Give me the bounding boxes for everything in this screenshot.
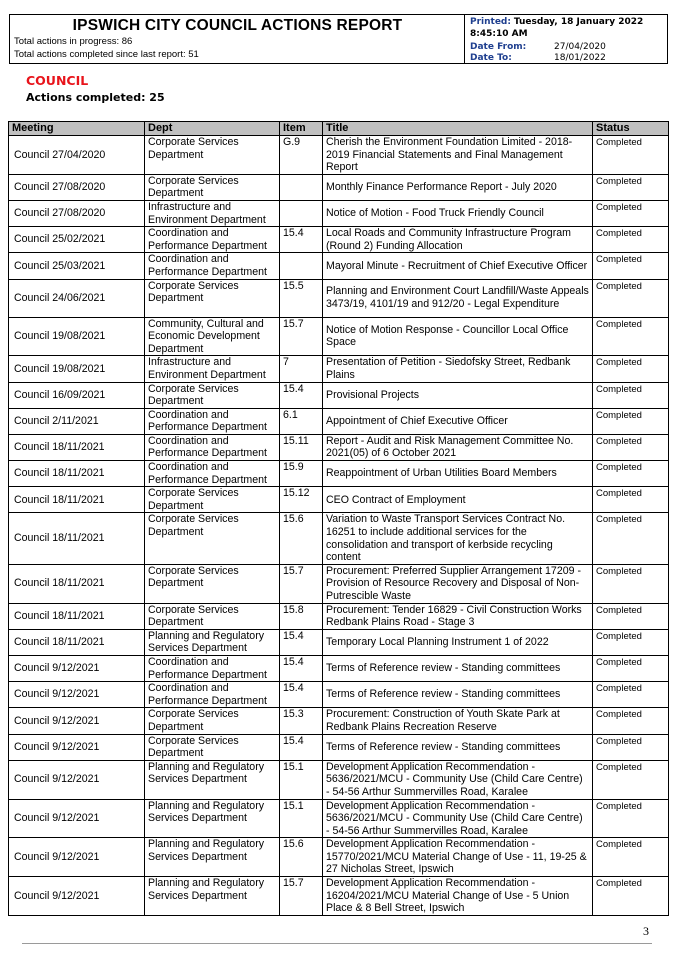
table-row: [9, 136, 669, 175]
report-title: IPSWICH CITY COUNCIL ACTIONS REPORT: [72, 17, 403, 34]
status-cell: Completed: [593, 603, 669, 629]
dept-cell: Planning and Regulatory Services Department: [145, 838, 280, 877]
actions-completed-count: Actions completed: 25: [26, 91, 165, 104]
table-body: [9, 136, 669, 916]
item-cell: 6.1: [280, 408, 323, 434]
table-row: [9, 877, 669, 916]
meeting-cell: Council 24/06/2021: [9, 279, 145, 317]
item-cell: 15.4: [280, 382, 323, 408]
item-cell: [280, 200, 323, 226]
status-cell: Completed: [593, 461, 669, 487]
date-from-row: [470, 42, 606, 52]
table-row: [9, 317, 669, 356]
dept-cell: Infrastructure and Environment Department: [145, 356, 280, 382]
item-cell: 15.6: [280, 838, 323, 877]
table-row: [9, 200, 669, 226]
dept-cell: Corporate Services Department: [145, 174, 280, 200]
item-cell: 15.4: [280, 629, 323, 655]
footer-divider: [22, 943, 652, 944]
table-row: [9, 838, 669, 877]
meeting-cell: Council 9/12/2021: [9, 708, 145, 734]
printed-label: Printed:: [470, 17, 511, 27]
item-cell: 15.7: [280, 877, 323, 916]
dept-cell: Corporate Services Department: [145, 708, 280, 734]
dept-cell: Corporate Services Department: [145, 279, 280, 317]
item-cell: [280, 253, 323, 279]
status-cell: Completed: [593, 136, 669, 175]
meeting-cell: Council 9/12/2021: [9, 760, 145, 799]
meeting-cell: Council 18/11/2021: [9, 434, 145, 460]
item-cell: 15.4: [280, 734, 323, 760]
status-cell: Completed: [593, 838, 669, 877]
actions-in-progress: Total actions in progress: 86: [14, 36, 133, 47]
column-header: Dept: [145, 122, 280, 136]
meeting-cell: Council 18/11/2021: [9, 564, 145, 603]
status-cell: Completed: [593, 682, 669, 708]
meeting-cell: Council 27/08/2020: [9, 200, 145, 226]
table-row: [9, 655, 669, 681]
meeting-cell: Council 19/08/2021: [9, 356, 145, 382]
title-cell: Development Application Recommendation - 5636/2021/MCU - Community Use (Child Care Centre) - 54-56 Arthur Summervilles Road, Karalee: [323, 799, 593, 838]
status-cell: Completed: [593, 708, 669, 734]
item-cell: 15.8: [280, 603, 323, 629]
dept-cell: Planning and Regulatory Services Department: [145, 877, 280, 916]
table-row: [9, 708, 669, 734]
meeting-cell: Council 9/12/2021: [9, 734, 145, 760]
status-cell: Completed: [593, 799, 669, 838]
table-row: [9, 356, 669, 382]
report-header: [9, 14, 668, 64]
date-from-value: 27/04/2020: [554, 42, 606, 52]
title-cell: Development Application Recommendation - 15770/2021/MCU Material Change of Use - 11, 19-25 & 27 Nicholas Street, Ipswich: [323, 838, 593, 877]
table-row: [9, 382, 669, 408]
table-row: [9, 603, 669, 629]
meeting-cell: Council 9/12/2021: [9, 799, 145, 838]
title-cell: Terms of Reference review - Standing committees: [323, 734, 593, 760]
title-cell: Variation to Waste Transport Services Contract No. 16251 to include additional services for the consolidation and transport of kerbside recycling content: [323, 513, 593, 564]
column-header: Status: [593, 122, 669, 136]
dept-cell: Corporate Services Department: [145, 513, 280, 564]
item-cell: 15.7: [280, 564, 323, 603]
date-to-value: 18/01/2022: [554, 53, 606, 63]
dept-cell: Coordination and Performance Department: [145, 253, 280, 279]
item-cell: 15.12: [280, 487, 323, 513]
dept-cell: Coordination and Performance Department: [145, 227, 280, 253]
table-row: [9, 253, 669, 279]
title-cell: Report - Audit and Risk Management Committee No. 2021(05) of 6 October 2021: [323, 434, 593, 460]
meeting-cell: Council 19/08/2021: [9, 317, 145, 356]
table-row: [9, 434, 669, 460]
meeting-cell: Council 2/11/2021: [9, 408, 145, 434]
dept-cell: Coordination and Performance Department: [145, 434, 280, 460]
item-cell: 15.1: [280, 760, 323, 799]
title-cell: Cherish the Environment Foundation Limited - 2018-2019 Financial Statements and Final Management Report: [323, 136, 593, 175]
item-cell: 15.6: [280, 513, 323, 564]
title-cell: Reappointment of Urban Utilities Board Members: [323, 461, 593, 487]
meeting-cell: Council 18/11/2021: [9, 629, 145, 655]
title-cell: Procurement: Tender 16829 - Civil Construction Works Redbank Plains Road - Stage 3: [323, 603, 593, 629]
printed-date: Tuesday, 18 January 2022: [513, 17, 644, 27]
title-cell: Provisional Projects: [323, 382, 593, 408]
dept-cell: Planning and Regulatory Services Department: [145, 629, 280, 655]
status-cell: Completed: [593, 317, 669, 356]
meeting-cell: Council 18/11/2021: [9, 461, 145, 487]
title-cell: Presentation of Petition - Siedofsky Street, Redbank Plains: [323, 356, 593, 382]
title-cell: Terms of Reference review - Standing committees: [323, 655, 593, 681]
item-cell: 15.5: [280, 279, 323, 317]
title-cell: Terms of Reference review - Standing committees: [323, 682, 593, 708]
dept-cell: Corporate Services Department: [145, 382, 280, 408]
status-cell: Completed: [593, 629, 669, 655]
status-cell: Completed: [593, 382, 669, 408]
meeting-cell: Council 18/11/2021: [9, 513, 145, 564]
dept-cell: Coordination and Performance Department: [145, 408, 280, 434]
table-row: [9, 629, 669, 655]
meeting-cell: Council 25/02/2021: [9, 227, 145, 253]
status-cell: Completed: [593, 564, 669, 603]
meeting-cell: Council 18/11/2021: [9, 487, 145, 513]
meeting-cell: Council 27/08/2020: [9, 174, 145, 200]
meeting-cell: Council 18/11/2021: [9, 603, 145, 629]
table-row: [9, 682, 669, 708]
actions-table: [8, 121, 669, 916]
report-meta-panel: [466, 15, 668, 63]
table-header-row: [9, 122, 669, 136]
status-cell: Completed: [593, 487, 669, 513]
status-cell: Completed: [593, 734, 669, 760]
status-cell: Completed: [593, 655, 669, 681]
dept-cell: Coordination and Performance Department: [145, 682, 280, 708]
dept-cell: Corporate Services Department: [145, 734, 280, 760]
page-number: 3: [643, 924, 649, 938]
status-cell: Completed: [593, 408, 669, 434]
dept-cell: Corporate Services Department: [145, 564, 280, 603]
title-cell: Mayoral Minute - Recruitment of Chief Executive Officer: [323, 253, 593, 279]
status-cell: Completed: [593, 434, 669, 460]
status-cell: Completed: [593, 760, 669, 799]
item-cell: 15.9: [280, 461, 323, 487]
meeting-cell: Council 9/12/2021: [9, 877, 145, 916]
title-cell: Appointment of Chief Executive Officer: [323, 408, 593, 434]
table-row: [9, 564, 669, 603]
meeting-cell: Council 9/12/2021: [9, 682, 145, 708]
date-from-label: Date From:: [470, 42, 527, 52]
dept-cell: Infrastructure and Environment Department: [145, 200, 280, 226]
dept-cell: Planning and Regulatory Services Department: [145, 760, 280, 799]
dept-cell: Coordination and Performance Department: [145, 655, 280, 681]
column-header: Title: [323, 122, 593, 136]
meeting-cell: Council 9/12/2021: [9, 655, 145, 681]
title-cell: Planning and Environment Court Landfill/Waste Appeals 3473/19, 4101/19 and 912/20 - Legal Expenditure: [323, 279, 593, 317]
table-row: [9, 227, 669, 253]
item-cell: 7: [280, 356, 323, 382]
dept-cell: Planning and Regulatory Services Department: [145, 799, 280, 838]
meeting-cell: Council 9/12/2021: [9, 838, 145, 877]
item-cell: 15.1: [280, 799, 323, 838]
title-cell: Monthly Finance Performance Report - July 2020: [323, 174, 593, 200]
status-cell: Completed: [593, 253, 669, 279]
table-row: [9, 174, 669, 200]
title-cell: Temporary Local Planning Instrument 1 of 2022: [323, 629, 593, 655]
status-cell: Completed: [593, 513, 669, 564]
status-cell: Completed: [593, 200, 669, 226]
table-row: [9, 799, 669, 838]
title-cell: Procurement: Preferred Supplier Arrangement 17209 - Provision of Resource Recovery and Disposal of Non-Putrescible Waste: [323, 564, 593, 603]
report-summary-panel: [10, 15, 465, 63]
title-cell: Procurement: Construction of Youth Skate Park at Redbank Plains Recreation Reserve: [323, 708, 593, 734]
meeting-cell: Council 27/04/2020: [9, 136, 145, 175]
table-row: [9, 513, 669, 564]
table-row: [9, 760, 669, 799]
table-row: [9, 487, 669, 513]
item-cell: 15.4: [280, 655, 323, 681]
item-cell: G.9: [280, 136, 323, 175]
dept-cell: Corporate Services Department: [145, 487, 280, 513]
status-cell: Completed: [593, 279, 669, 317]
title-cell: Notice of Motion Response - Councillor Local Office Space: [323, 317, 593, 356]
item-cell: [280, 174, 323, 200]
item-cell: 15.11: [280, 434, 323, 460]
title-cell: CEO Contract of Employment: [323, 487, 593, 513]
dept-cell: Coordination and Performance Department: [145, 461, 280, 487]
dept-cell: Community, Cultural and Economic Development Department: [145, 317, 280, 356]
title-cell: Notice of Motion - Food Truck Friendly Council: [323, 200, 593, 226]
printed-row: [470, 17, 643, 27]
status-cell: Completed: [593, 227, 669, 253]
title-cell: Development Application Recommendation - 16204/2021/MCU Material Change of Use - 5 Union Place & 8 Bell Street, Ipswich: [323, 877, 593, 916]
title-cell: Development Application Recommendation - 5636/2021/MCU - Community Use (Child Care Centre) - 54-56 Arthur Summervilles Road, Karalee: [323, 760, 593, 799]
table-row: [9, 734, 669, 760]
table-row: [9, 408, 669, 434]
section-heading: COUNCIL: [26, 73, 89, 88]
status-cell: Completed: [593, 174, 669, 200]
meeting-cell: Council 16/09/2021: [9, 382, 145, 408]
item-cell: 15.4: [280, 682, 323, 708]
item-cell: 15.4: [280, 227, 323, 253]
item-cell: 15.7: [280, 317, 323, 356]
table-row: [9, 279, 669, 317]
date-to-label: Date To:: [470, 53, 512, 63]
status-cell: Completed: [593, 877, 669, 916]
column-header: Meeting: [9, 122, 145, 136]
status-cell: Completed: [593, 356, 669, 382]
dept-cell: Corporate Services Department: [145, 136, 280, 175]
printed-time: 8:45:10 AM: [470, 29, 528, 39]
table-row: [9, 461, 669, 487]
column-header: Item: [280, 122, 323, 136]
meeting-cell: Council 25/03/2021: [9, 253, 145, 279]
title-cell: Local Roads and Community Infrastructure Program (Round 2) Funding Allocation: [323, 227, 593, 253]
dept-cell: Corporate Services Department: [145, 603, 280, 629]
item-cell: 15.3: [280, 708, 323, 734]
actions-completed-since-last: Total actions completed since last report: 51: [14, 49, 199, 60]
date-to-row: [470, 53, 606, 63]
